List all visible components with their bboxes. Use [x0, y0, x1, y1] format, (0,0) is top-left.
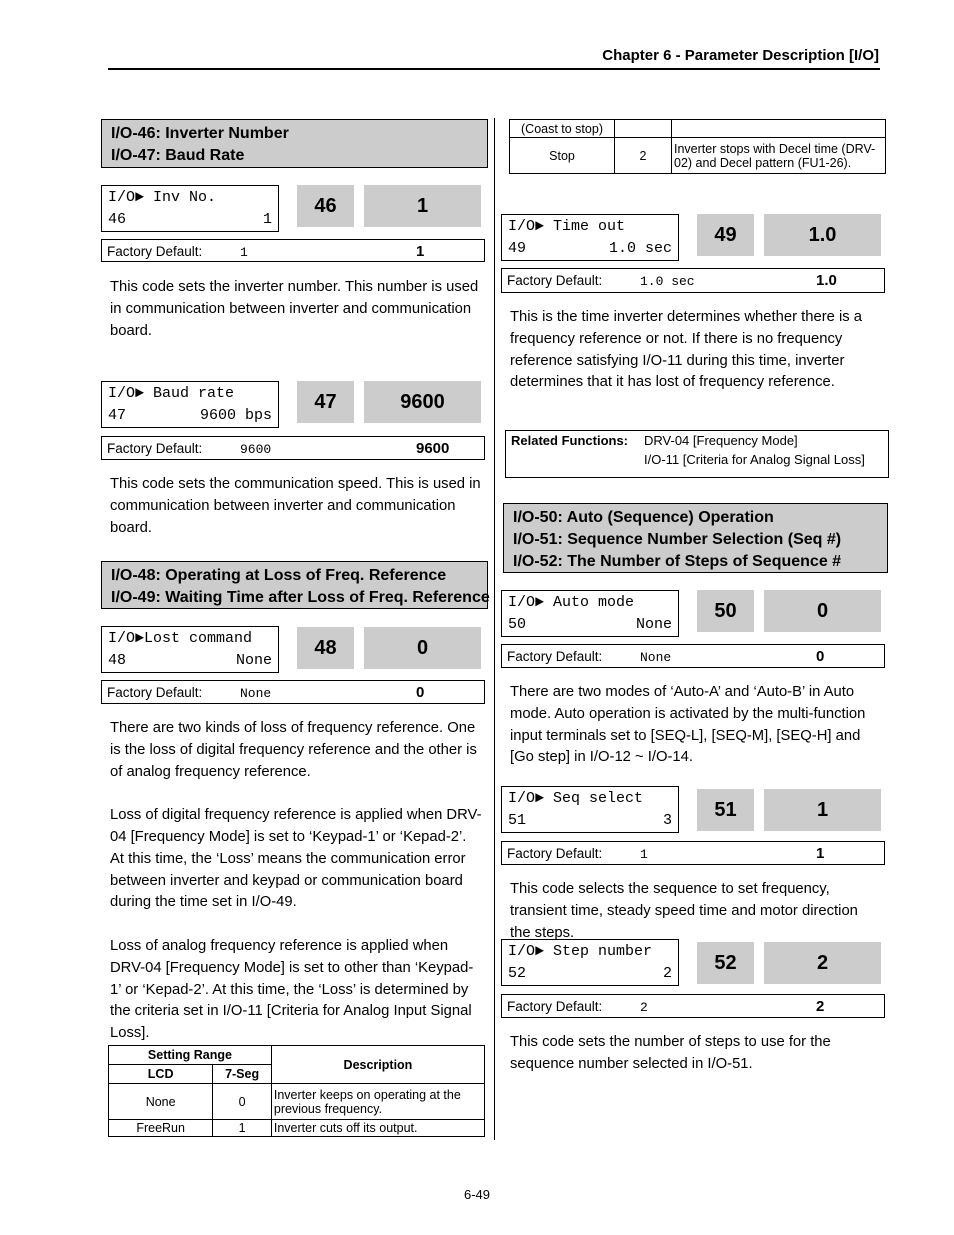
lcd-line-2: 48 None: [108, 652, 272, 669]
factory-default-io46: Factory Default: 1 1: [101, 239, 485, 262]
paragraph: There are two kinds of loss of frequency reference. One is the loss of digital frequency reference and the other is of analog frequency reference.: [110, 720, 477, 780]
lcd-display-io52: [501, 939, 679, 986]
factory-default-io50: Factory Default: None 0: [501, 644, 885, 668]
lcd-line-1: I/O► Time out: [508, 218, 626, 235]
lcd-line-2: 47 9600 bps: [108, 407, 272, 424]
setting-range-table: [108, 1045, 485, 1137]
lcd-display-io49: [501, 214, 679, 261]
lcd-display-io51: [501, 786, 679, 833]
lcd-line-1: I/O► Step number: [508, 943, 653, 960]
related-function-item: I/O-11 [Criteria for Analog Signal Loss]: [644, 452, 865, 467]
seg-value-51: 1: [764, 789, 881, 831]
paragraph: Loss of analog frequency reference is applied when DRV-04 [Frequency Mode] is set to other than ‘Keypad-1’ or ‘Kepad-2’. At this time, the ‘Loss’ is determined by the criteria set in I/O-11 [Criteria for Analog Input Signal Loss].: [110, 937, 474, 1042]
page-number: 6-49: [463, 1187, 491, 1202]
table-row: Stop 2 Inverter stops with Decel time (DRV-02) and Decel pattern (FU1-26).: [510, 138, 886, 174]
lcd-line-2: 50 None: [508, 616, 672, 633]
paragraph: Loss of digital frequency reference is applied when DRV-04 [Frequency Mode] is set to ‘Keypad-1’ or ‘Kepad-2’. At this time, the ‘Loss’ means the communication error between inverter and keypad or communication board during the time set in I/O-49.: [110, 807, 482, 911]
seg-value-46: 1: [364, 185, 481, 227]
factory-default-io49: Factory Default: 1.0 sec 1.0: [501, 268, 885, 293]
lcd-line-2: 49 1.0 sec: [508, 240, 672, 257]
table-row: None 0 Inverter keeps on operating at the previous frequency.: [109, 1084, 485, 1120]
lcd-line-2: 46 1: [108, 211, 272, 228]
lcd-line-1: I/O►Lost command: [108, 630, 253, 647]
seg-value-47: 9600: [364, 381, 481, 423]
table-row: FreeRun 1 Inverter cuts off its output.: [109, 1120, 485, 1137]
lcd-line-1: I/O► Baud rate: [108, 385, 235, 402]
section-heading-io48: I/O-48: Operating at Loss of Freq. Reference I/O-49: Waiting Time after Loss of Freq. Reference: [101, 561, 488, 609]
desc-io48: [110, 718, 482, 1067]
setting-range-table-cont: [509, 119, 886, 174]
section-heading-io50: I/O-50: Auto (Sequence) Operation I/O-51: Sequence Number Selection (Seq #) I/O-52: The Number of Steps of Sequence #: [503, 503, 888, 573]
lcd-line-2: 51 3: [508, 812, 672, 829]
lcd-display-io46: [101, 185, 279, 232]
column-divider: [494, 118, 495, 1140]
lcd-line-1: I/O► Auto mode: [508, 594, 635, 611]
section-heading-io46: I/O-46: Inverter Number I/O-47: Baud Rate: [101, 119, 488, 168]
seg-value-49: 1.0: [764, 214, 881, 256]
seg-code-48: 48: [297, 627, 354, 669]
lcd-line-2: 52 2: [508, 965, 672, 982]
desc-io51: This code selects the sequence to set frequency, transient time, steady speed time and motor direction the steps.: [510, 881, 858, 941]
factory-default-io52: Factory Default: 2 2: [501, 994, 885, 1018]
seg-value-50: 0: [764, 590, 881, 632]
related-function-item: DRV-04 [Frequency Mode]: [644, 433, 798, 448]
th-description: Description: [271, 1046, 484, 1084]
seg-code-46: 46: [297, 185, 354, 227]
header-rule: [108, 68, 880, 70]
th-lcd: LCD: [109, 1065, 213, 1084]
lcd-line-1: I/O► Seq select: [508, 790, 644, 807]
chapter-title: Chapter 6 - Parameter Description [I/O]: [602, 47, 879, 64]
desc-io47: This code sets the communication speed. This is used in communication between inverter and communication board.: [110, 476, 481, 536]
desc-io50: There are two modes of ‘Auto-A’ and ‘Auto-B’ in Auto mode. Auto operation is activated by the multi-function input terminals set to [SEQ-L], [SEQ-M], [SEQ-H] and [Go step] in I/O-12 ~ I/O-14.: [510, 684, 866, 766]
factory-default-io51: Factory Default: 1 1: [501, 841, 885, 865]
seg-value-52: 2: [764, 942, 881, 984]
related-functions-box: [505, 430, 889, 478]
factory-default-io48: Factory Default: None 0: [101, 680, 485, 704]
table-row: (Coast to stop): [510, 120, 886, 138]
factory-default-io47: Factory Default: 9600 9600: [101, 436, 485, 460]
lcd-display-io47: [101, 381, 279, 428]
seg-code-51: 51: [697, 789, 754, 831]
seg-code-47: 47: [297, 381, 354, 423]
desc-io49: This is the time inverter determines whether there is a frequency reference or not. If there is no frequency reference satisfying I/O-11 during this time, inverter determines that it has lost of frequency reference.: [510, 309, 862, 391]
desc-io52: This code sets the number of steps to use for the sequence number selected in I/O-51.: [510, 1034, 831, 1072]
lcd-line-1: I/O► Inv No.: [108, 189, 217, 206]
related-functions-label: Related Functions:: [511, 433, 629, 448]
desc-io46: This code sets the inverter number. This number is used in communication between inverter and communication board.: [110, 279, 479, 339]
th-7seg: 7-Seg: [213, 1065, 272, 1084]
lcd-display-io48: [101, 626, 279, 673]
seg-code-50: 50: [697, 590, 754, 632]
seg-code-52: 52: [697, 942, 754, 984]
seg-value-48: 0: [364, 627, 481, 669]
seg-code-49: 49: [697, 214, 754, 256]
th-setting-range: Setting Range: [109, 1046, 272, 1065]
lcd-display-io50: [501, 590, 679, 637]
